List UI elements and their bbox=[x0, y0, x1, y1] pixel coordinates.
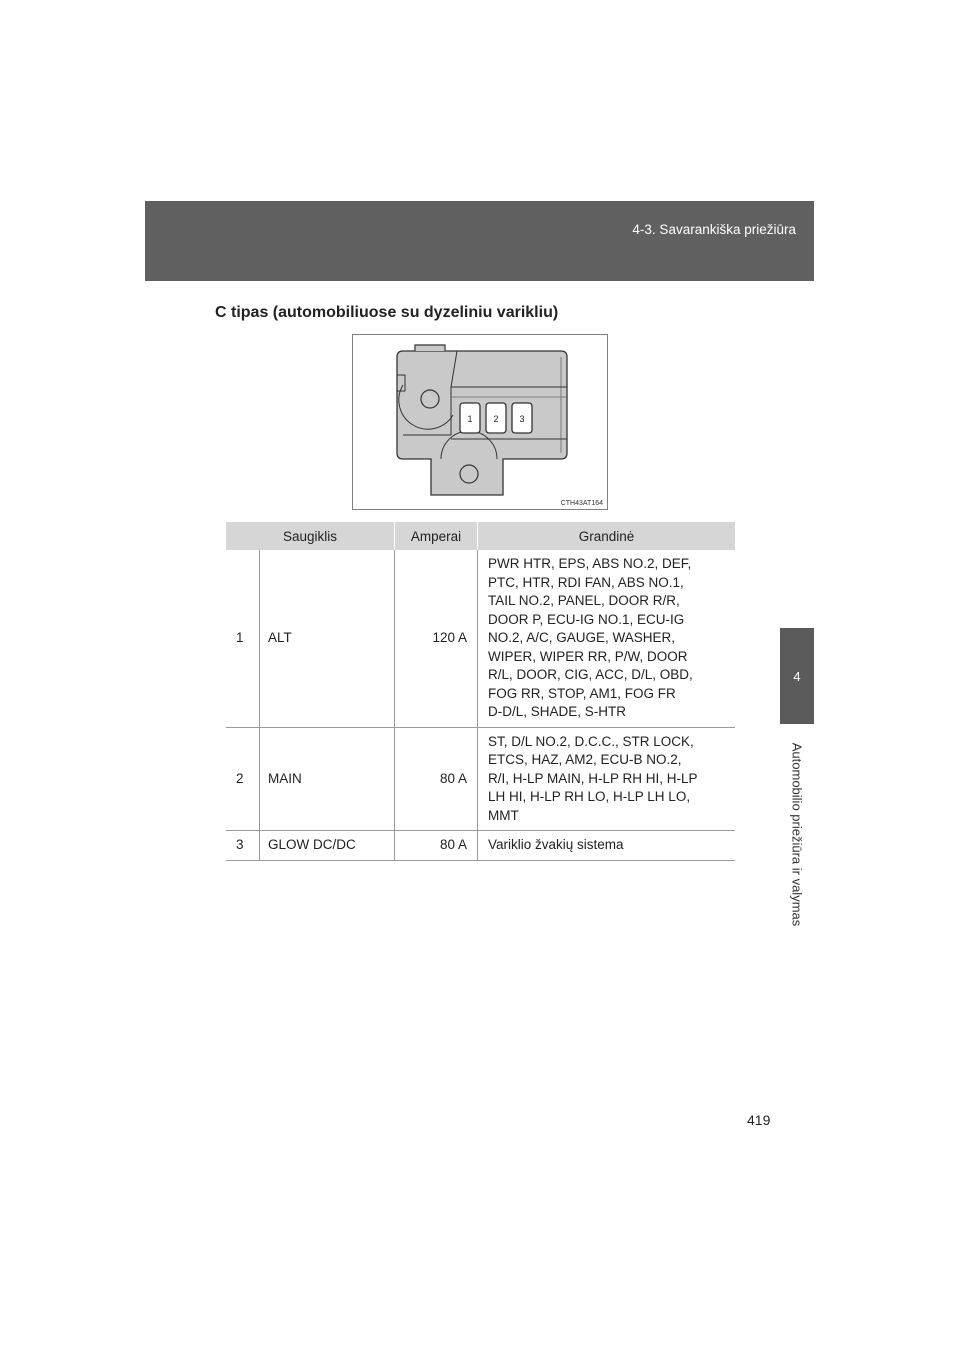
fuse-box-drawing bbox=[353, 335, 607, 509]
chapter-tab-number: 4 bbox=[780, 628, 814, 724]
fuse-number: 2 bbox=[226, 727, 260, 831]
fuse-label-3: 3 bbox=[519, 414, 525, 424]
fuse-table bbox=[226, 522, 735, 861]
circuit-line: Variklio žvakių sistema bbox=[488, 837, 624, 852]
fuse-label-1: 1 bbox=[467, 414, 473, 424]
fuse-circuit bbox=[478, 831, 736, 861]
fuse-label-2: 2 bbox=[493, 414, 499, 424]
fuse-circuit bbox=[478, 550, 736, 727]
table-row bbox=[226, 727, 735, 831]
header-fuse: Saugiklis bbox=[226, 522, 395, 550]
fuse-number: 3 bbox=[226, 831, 260, 861]
subheading: C tipas (automobiliuose su dyzeliniu varikliu) bbox=[215, 304, 559, 321]
circuit-line: LH HI, H-LP RH LO, H-LP LH LO, bbox=[488, 789, 691, 804]
circuit-line: FOG RR, STOP, AM1, FOG FR bbox=[488, 685, 676, 701]
fuse-amperes: 80 A bbox=[395, 727, 478, 831]
circuit-line: TAIL NO.2, PANEL, DOOR R/R, bbox=[488, 593, 680, 608]
header-circuit: Grandinė bbox=[478, 522, 736, 550]
circuit-line: R/I, H-LP MAIN, H-LP RH HI, H-LP bbox=[488, 770, 698, 786]
circuit-line: ETCS, HAZ, AM2, ECU-B NO.2, bbox=[488, 752, 682, 767]
chapter-tab-label-wrap bbox=[780, 728, 814, 940]
header-amperes: Amperai bbox=[395, 522, 478, 550]
circuit-line: WIPER, WIPER RR, P/W, DOOR bbox=[488, 648, 688, 664]
section-title: 4-3. Savarankiška priežiūra bbox=[632, 222, 796, 237]
fuse-name: MAIN bbox=[260, 727, 395, 831]
table-header-row bbox=[226, 522, 735, 550]
circuit-line: ST, D/L NO.2, D.C.C., STR LOCK, bbox=[488, 733, 694, 749]
circuit-line: DOOR P, ECU-IG NO.1, ECU-IG bbox=[488, 611, 685, 627]
circuit-line: MMT bbox=[488, 807, 519, 823]
table-row bbox=[226, 550, 735, 727]
fuse-amperes: 120 A bbox=[395, 550, 478, 727]
figure-code: CTH43AT164 bbox=[560, 500, 603, 507]
circuit-line: R/L, DOOR, CIG, ACC, D/L, OBD, bbox=[488, 667, 693, 682]
table-row bbox=[226, 831, 735, 861]
fuse-box-illustration bbox=[352, 334, 608, 510]
circuit-line: PTC, HTR, RDI FAN, ABS NO.1, bbox=[488, 574, 684, 590]
fuse-circuit bbox=[478, 727, 736, 831]
chapter-tab-label: Automobilio priežiūra ir valymas bbox=[789, 742, 805, 926]
circuit-line: PWR HTR, EPS, ABS NO.2, DEF, bbox=[488, 556, 692, 571]
header-band bbox=[145, 201, 814, 281]
fuse-number: 1 bbox=[226, 550, 260, 727]
fuse-name: GLOW DC/DC bbox=[260, 831, 395, 861]
circuit-line: NO.2, A/C, GAUGE, WASHER, bbox=[488, 630, 676, 645]
fuse-name: ALT bbox=[260, 550, 395, 727]
circuit-line: D-D/L, SHADE, S-HTR bbox=[488, 704, 627, 719]
fuse-amperes: 80 A bbox=[395, 831, 478, 861]
page-number: 419 bbox=[747, 1112, 771, 1128]
